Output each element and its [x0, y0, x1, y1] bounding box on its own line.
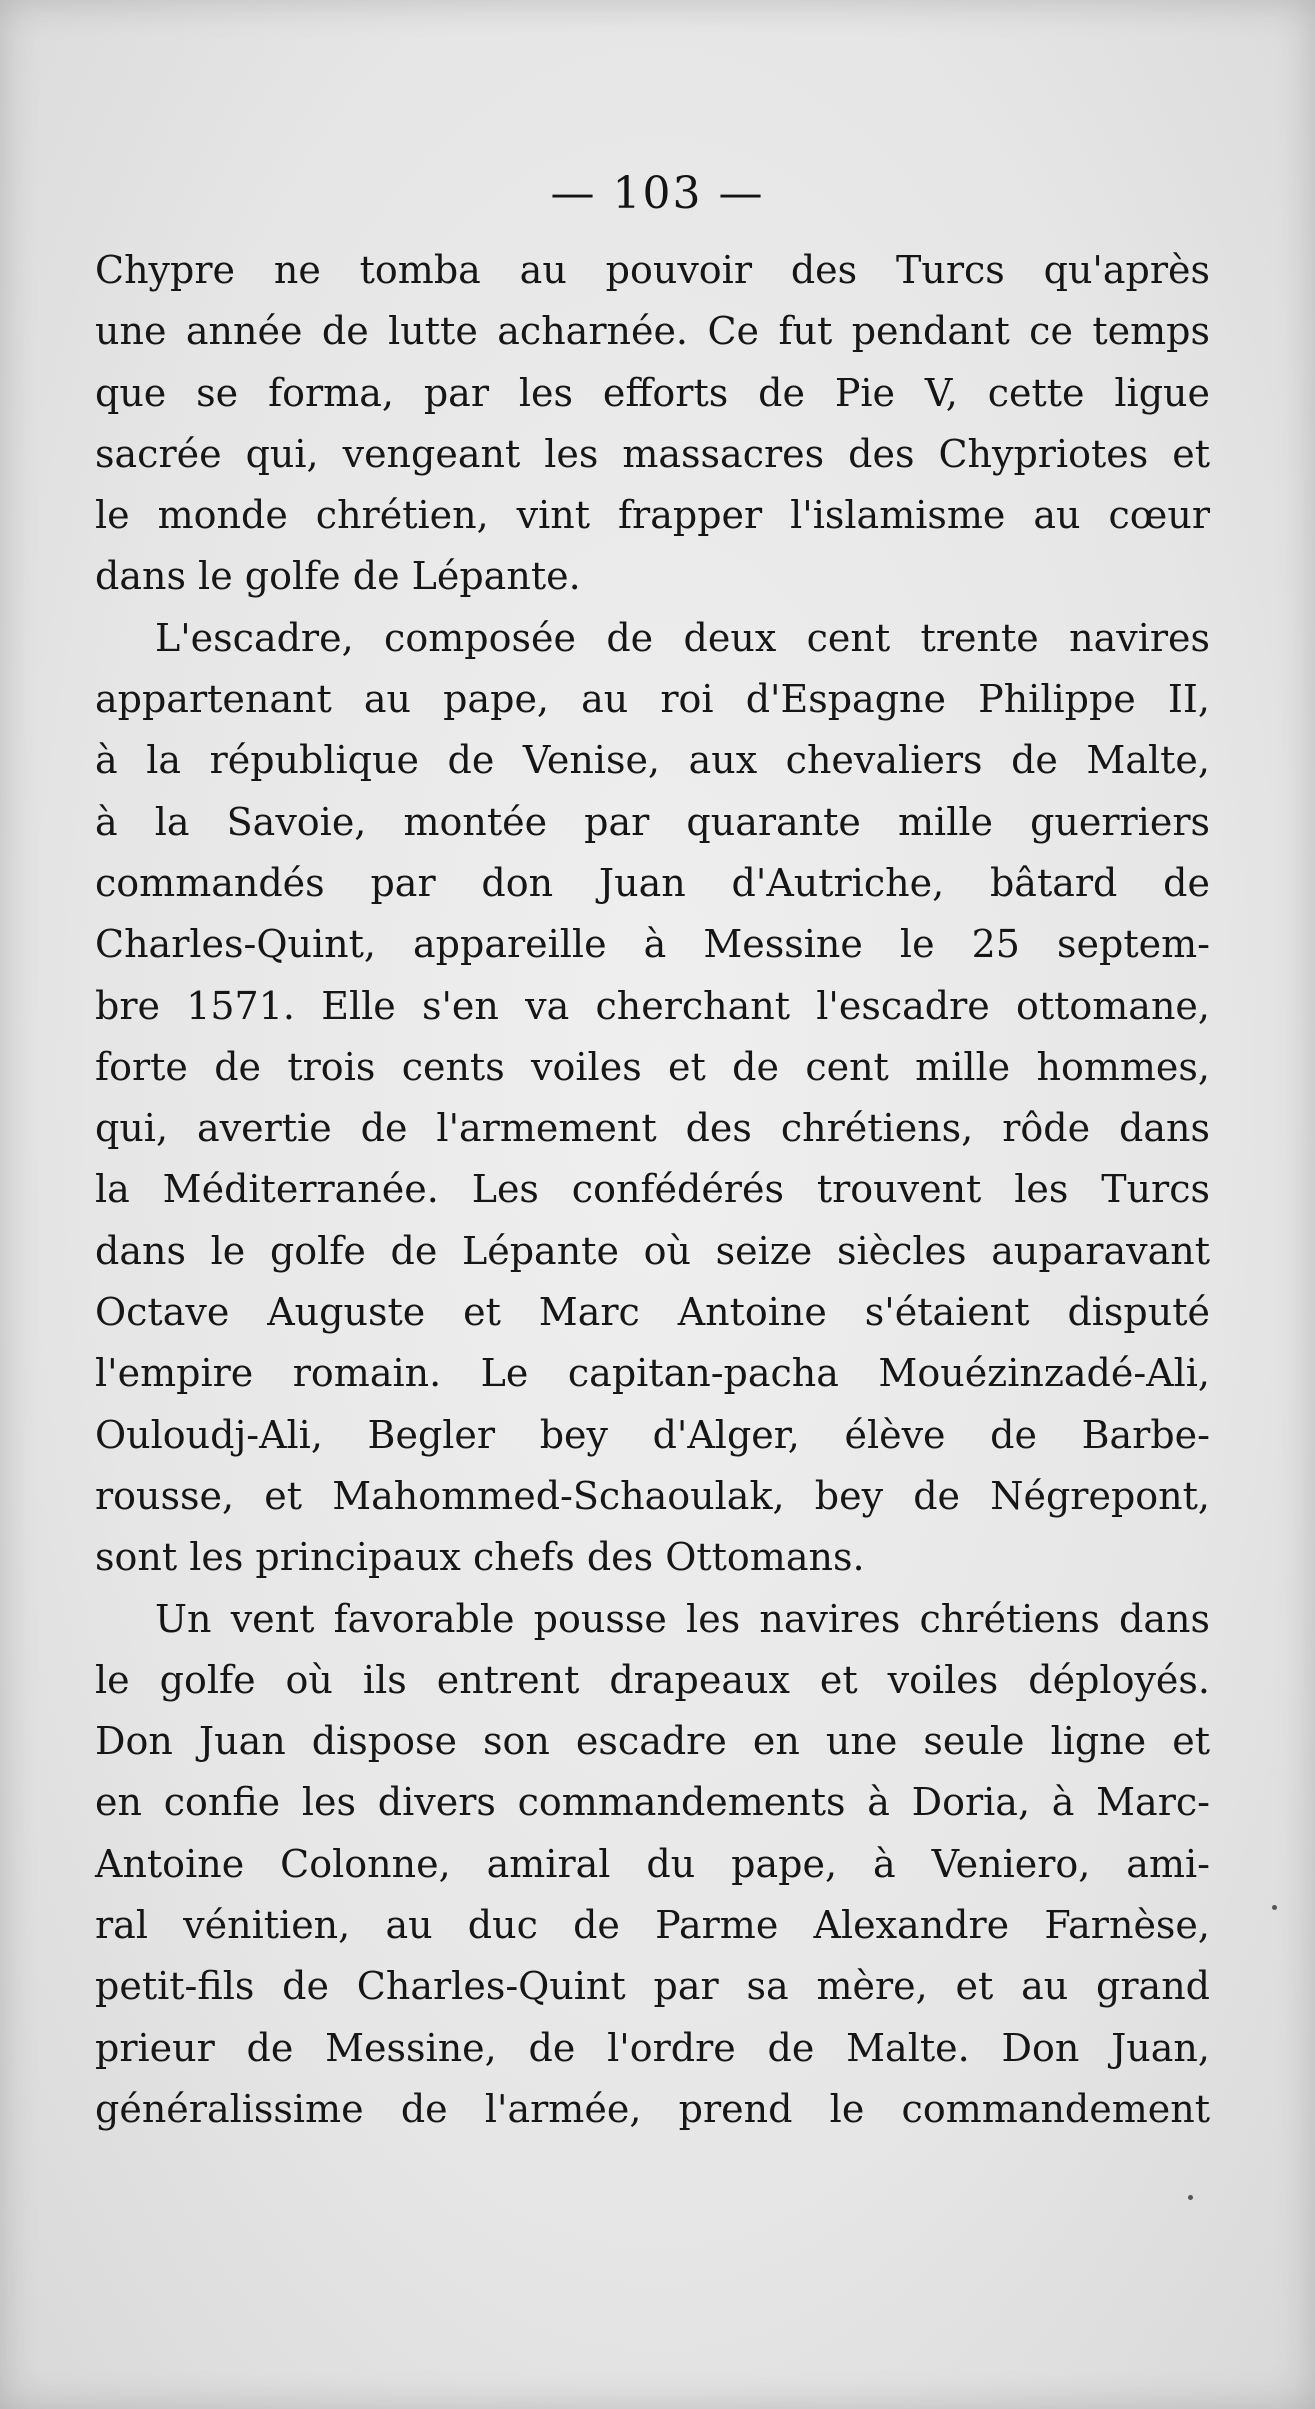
body-text — [95, 240, 1210, 2140]
text-line: sont les principaux chefs des Ottomans. — [95, 1535, 865, 1580]
text-line: Octave Auguste et Marc Antoine s'étaient disputé — [95, 1290, 1210, 1335]
text-line: appartenant au pape, au roi d'Espagne Philippe II, — [95, 677, 1210, 722]
text-line: rousse, et Mahommed-Schaoulak, bey de Négrepont, — [95, 1473, 1210, 1518]
page-number: — 103 — — [550, 168, 765, 219]
text-line: Chypre ne tomba au pouvoir des Turcs qu'après — [95, 248, 1210, 292]
text-line: une année de lutte acharnée. Ce fut pendant ce temps — [95, 309, 1210, 354]
text-line: Charles-Quint, appareille à Messine le 25 septem- — [95, 922, 1210, 967]
text-line: qui, avertie de l'armement des chrétiens, rôde dans — [95, 1106, 1210, 1151]
text-line: la Méditerranée. Les confédérés trouvent les Turcs — [95, 1167, 1210, 1212]
text-line: en confie les divers commandements à Doria, à Marc- — [95, 1780, 1210, 1825]
text-line: petit-fils de Charles-Quint par sa mère, et au grand — [95, 1964, 1210, 2009]
text-line: le golfe où ils entrent drapeaux et voiles déployés. — [95, 1657, 1210, 1702]
text-line: généralissime de l'armée, prend le commandement — [95, 2086, 1210, 2131]
text-line: sacrée qui, vengeant les massacres des Chypriotes et — [95, 431, 1210, 476]
text-line: prieur de Messine, de l'ordre de Malte. Don Juan, — [95, 2025, 1210, 2070]
text-line: bre 1571. Elle s'en va cherchant l'escadre ottomane, — [95, 983, 1210, 1028]
text-line: le monde chrétien, vint frapper l'islamisme au cœur — [95, 493, 1210, 538]
text-line: que se forma, par les efforts de Pie V, cette ligue — [95, 370, 1210, 415]
text-line: dans le golfe de Lépante où seize siècles auparavant — [95, 1228, 1210, 1273]
text-line: Un vent favorable pousse les navires chrétiens dans — [155, 1596, 1210, 1641]
text-line: Don Juan dispose son escadre en une seule ligne et — [95, 1719, 1210, 1764]
text-line: ral vénitien, au duc de Parme Alexandre Farnèse, — [95, 1903, 1210, 1948]
text-line: L'escadre, composée de deux cent trente navires — [155, 615, 1210, 660]
text-line: à la Savoie, montée par quarante mille guerriers — [95, 799, 1210, 844]
text-line: forte de trois cents voiles et de cent mille hommes, — [95, 1044, 1210, 1089]
text-line: commandés par don Juan d'Autriche, bâtard de — [95, 860, 1210, 905]
text-line: à la république de Venise, aux chevaliers de Malte, — [95, 738, 1210, 783]
paper-speck — [1272, 1905, 1277, 1910]
text-line: dans le golfe de Lépante. — [95, 554, 581, 599]
text-line: Antoine Colonne, amiral du pape, à Veniero, ami- — [95, 1841, 1210, 1886]
text-line: Ouloudj-Ali, Begler bey d'Alger, élève de Barbe- — [95, 1412, 1210, 1457]
paper-speck — [1188, 2195, 1193, 2200]
text-line: l'empire romain. Le capitan-pacha Mouézinzadé-Ali, — [95, 1351, 1210, 1396]
